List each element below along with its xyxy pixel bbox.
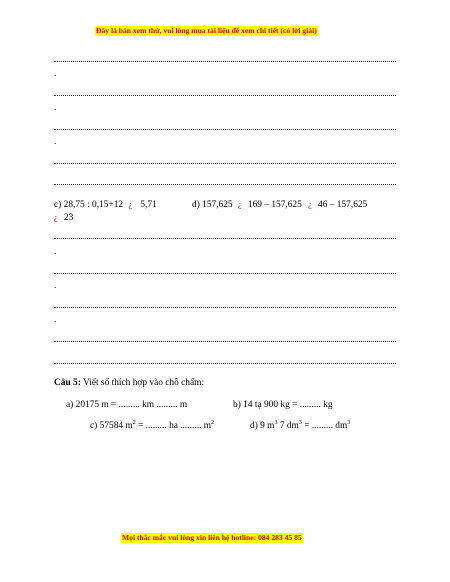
preview-notice-banner: Đây là bản xem thử, vui lòng mua tài liệu để xem chi tiết (có lời giải)	[96, 26, 317, 35]
line-dot: .	[54, 280, 57, 290]
problem-d-expression: d) 157,625 ¿ 169 – 157,625 ¿ 46 – 157,625	[192, 200, 368, 210]
answer-line	[54, 238, 396, 239]
line-dot: .	[54, 314, 57, 324]
question-5d: d) 9 $m^3$ 7 $dm^3$ = ......... $dm^3$	[250, 419, 351, 431]
answer-line	[54, 273, 396, 274]
answer-line	[54, 307, 396, 308]
answer-line	[54, 184, 396, 185]
question-5c: c) 57584 $m^2$ = ......... ha ......... $m^2$	[90, 419, 215, 431]
line-dot: .	[54, 102, 57, 112]
problem-c-continuation: ¿ 23	[54, 213, 74, 223]
answer-line	[54, 129, 396, 130]
line-dot: .	[54, 136, 57, 146]
question-5a: a) 20175 m = ......... km ......... m	[66, 400, 188, 410]
answer-line	[54, 363, 396, 364]
answer-line	[54, 163, 396, 164]
question-5-heading: Câu 5: Viết số thích hợp vào chỗ chấm:	[54, 378, 205, 388]
hotline-banner: Mọi thắc mắc vui lòng xin liên hệ hotline: 084 283 45 85	[122, 533, 302, 542]
answer-line	[54, 341, 396, 342]
question-5b: b) 14 tạ 900 kg = ......... kg	[233, 400, 333, 410]
answer-line	[54, 95, 396, 96]
problem-c-expression: c) 28,75 : 0,15+12 ¿ 5,71	[54, 200, 157, 210]
line-dot: .	[54, 68, 57, 78]
line-dot: .	[54, 246, 57, 256]
answer-line	[54, 61, 396, 62]
